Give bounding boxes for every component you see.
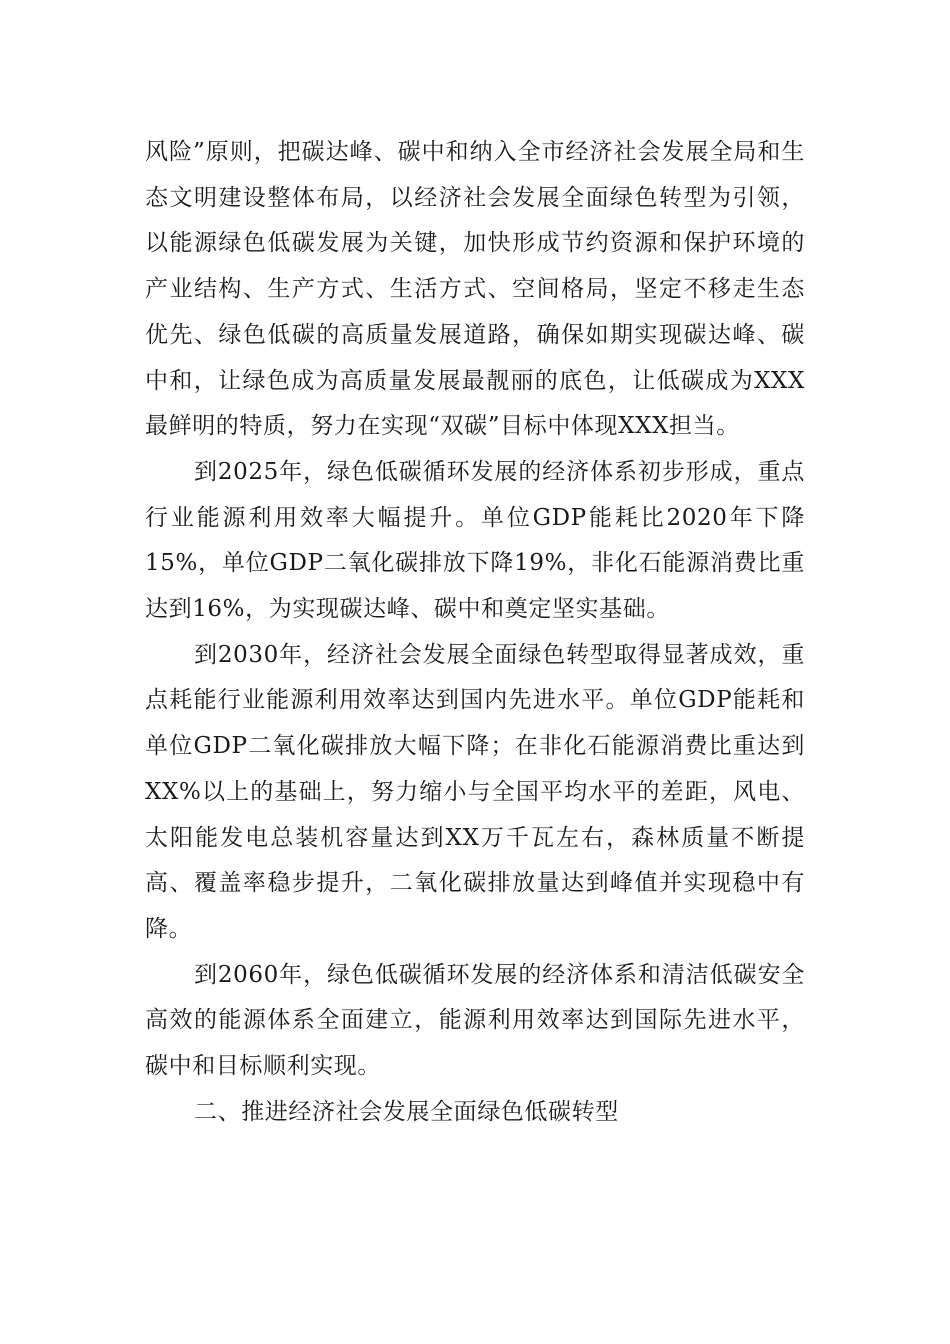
section-heading: 二、推进经济社会发展全面绿色低碳转型 (194, 1098, 619, 1125)
document-body (145, 130, 805, 1135)
paragraph-principles: 风险”原则，把碳达峰、碳中和纳入全市经济社会发展全局和生态文明建设整体布局，以经济社会发展全面绿色转型为引领，以能源绿色低碳发展为关键，加快形成节约资源和保护环境的产业结构、生产方式、生活方式、空间格局，坚定不移走生态优先、绿色低碳的高质量发展道路，确保如期实现碳达峰、碳中和，让绿色成为高质量发展最靓丽的底色，让低碳成为XXX最鲜明的特质，努力在实现“双碳”目标中体现XXX担当。 (145, 139, 805, 440)
paragraph-goal-2025: 到2025年，绿色低碳循环发展的经济体系初步形成，重点行业能源利用效率大幅提升。单位GDP能耗比2020年下降15%，单位GDP二氧化碳排放下降19%，非化石能源消费比重达到16%，为实现碳达峰、碳中和奠定坚实基础。 (145, 458, 805, 623)
paragraph-goal-2060: 到2060年，绿色低碳循环发展的经济体系和清洁低碳安全高效的能源体系全面建立，能源利用效率达到国际先进水平，碳中和目标顺利实现。 (145, 961, 805, 1080)
paragraph-goal-2030: 到2030年，经济社会发展全面绿色转型取得显著成效，重点耗能行业能源利用效率达到国内先进水平。单位GDP能耗和单位GDP二氧化碳排放大幅下降；在非化石能源消费比重达到XX%以上的基础上，努力缩小与全国平均水平的差距，风电、太阳能发电总装机容量达到XX万千瓦左右，森林质量不断提高、覆盖率稳步提升，二氧化碳排放量达到峰值并实现稳中有降。 (145, 641, 805, 942)
